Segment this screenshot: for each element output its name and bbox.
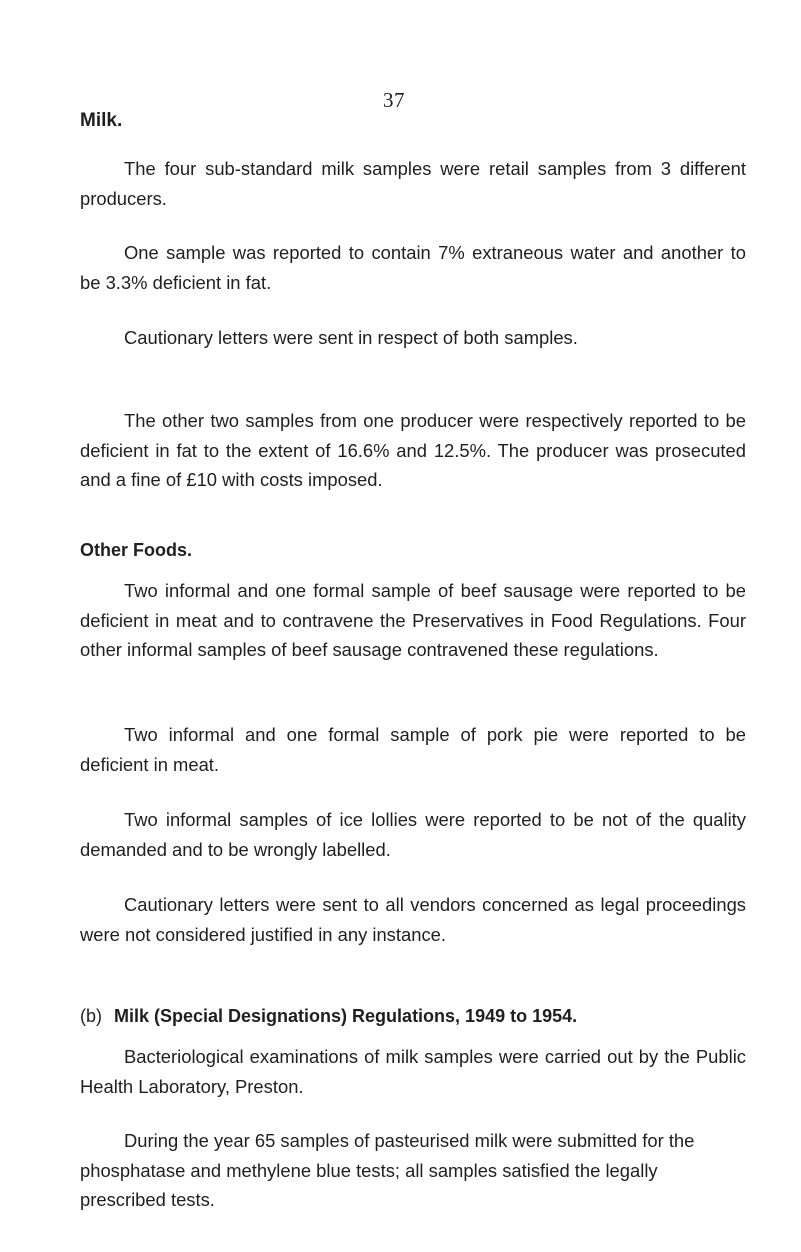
other-foods-paragraph-3: Two informal samples of ice lollies were reported to be not of the quality demanded and to be wrongly labelled. [80, 809, 746, 860]
other-foods-paragraph-2: Two informal and one formal sample of pork pie were reported to be deficient in meat. [80, 724, 746, 775]
other-foods-paragraph-1: Two informal and one formal sample of beef sausage were reported to be deficient in meat and to contravene the Preservatives in Food Regulations. Four other informal samples of beef sausage contravened these regulations. [80, 580, 746, 661]
special-designations-paragraph-2: During the year 65 samples of pasteurised milk were submitted for the phosphatase and methylene blue tests; all samples satisfied the legally prescribed tests. [80, 1130, 695, 1211]
other-foods-heading: Other Foods. [80, 540, 192, 560]
page-number: 37 [383, 88, 405, 112]
section-b-prefix: (b) [80, 1006, 102, 1026]
milk-paragraph-1: The four sub-standard milk samples were retail samples from 3 different producers. [80, 158, 746, 209]
special-designations-heading: Milk (Special Designations) Regulations, 1949 to 1954. [114, 1006, 578, 1026]
milk-paragraph-2: One sample was reported to contain 7% extraneous water and another to be 3.3% deficient in fat. [80, 242, 746, 293]
milk-paragraph-4: The other two samples from one producer were respectively reported to be deficient in fat to the extent of 16.6% and 12.5%. The producer was prosecuted and a fine of £10 with costs imposed. [80, 410, 746, 491]
milk-heading: Milk. [80, 110, 123, 131]
special-designations-paragraph-1: Bacteriological examinations of milk samples were carried out by the Public Health Laboratory, Preston. [80, 1046, 746, 1097]
other-foods-paragraph-4: Cautionary letters were sent to all vendors concerned as legal proceedings were not considered justified in any instance. [80, 894, 746, 945]
milk-paragraph-3: Cautionary letters were sent in respect of both samples. [124, 327, 578, 348]
